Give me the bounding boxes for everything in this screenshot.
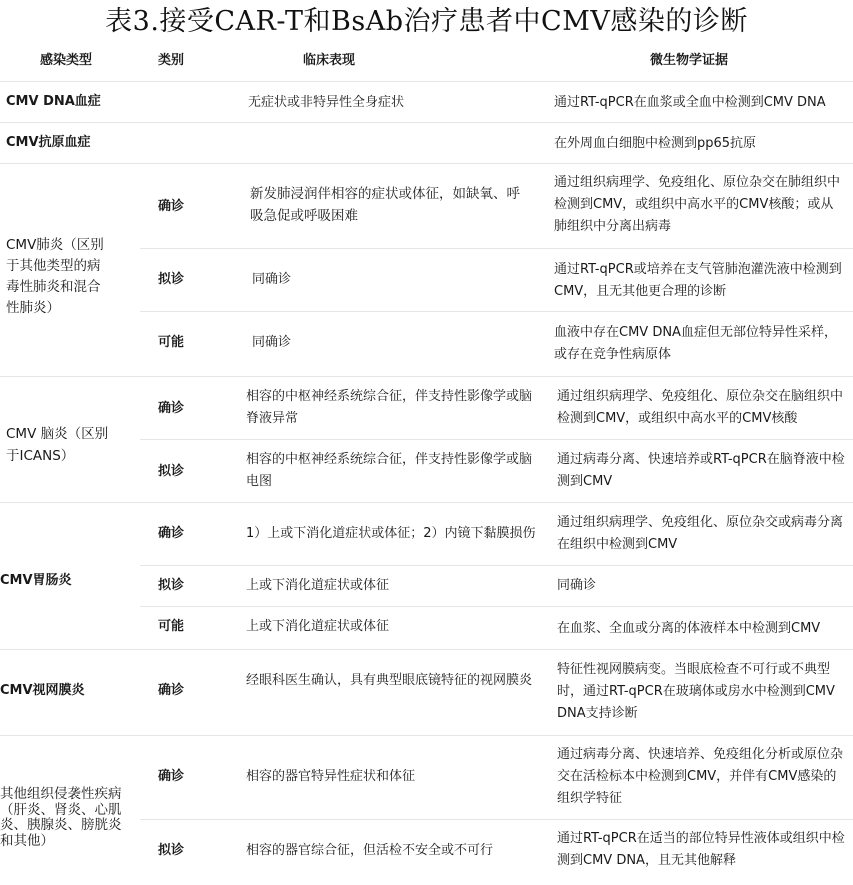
micro-encephalitis-confirmed: 通过组织病理学、免疫组化、原位杂交在脑组织中检测到CMV，或组织中高水平的CMV核酸 — [557, 389, 844, 426]
header-infection-type: 感染类型 — [40, 53, 93, 68]
micro-pneumonia-possible: 血液中存在CMV DNA血症但无部位特异性采样，或存在竞争性病原体 — [554, 325, 837, 362]
micro-encephalitis-probable: 通过病毒分离、快速培养或RT-qPCR在脑脊液中检测到CMV — [557, 452, 845, 489]
clinical-gi-probable: 上或下消化道症状或体征 — [246, 578, 390, 593]
type-other-tissue: 其他组织侵袭性疾病（肝炎、肾炎、心肌炎、胰腺炎、膀胱炎和其他） — [0, 786, 122, 849]
category-gi-possible: 可能 — [158, 619, 185, 634]
category-gi-confirmed: 确诊 — [158, 526, 185, 541]
micro-gi-possible: 在血浆、全血或分离的体液样本中检测到CMV — [557, 621, 821, 636]
row-divider — [0, 122, 853, 123]
clinical-other-probable: 相容的器官综合征，但活检不安全或不可行 — [246, 843, 494, 858]
category-other-probable: 拟诊 — [158, 843, 185, 858]
clinical-encephalitis-probable: 相容的中枢神经系统综合征，伴支持性影像学或脑电图 — [246, 452, 533, 489]
row-divider — [0, 649, 853, 650]
micro-dnaemia: 通过RT-qPCR在血浆或全血中检测到CMV DNA — [554, 95, 826, 110]
category-pneumonia-probable: 拟诊 — [158, 272, 185, 287]
category-retinitis-confirmed: 确诊 — [158, 683, 185, 698]
clinical-gi-possible: 上或下消化道症状或体征 — [246, 619, 390, 634]
row-divider — [0, 163, 853, 164]
category-encephalitis-confirmed: 确诊 — [158, 401, 185, 416]
subrow-divider — [140, 606, 853, 607]
micro-other-confirmed: 通过病毒分离、快速培养、免疫组化分析或原位杂交在活检标本中检测到CMV，并伴有CMV感染的组织学特征 — [557, 747, 844, 806]
type-dnaemia: CMV DNA血症 — [6, 94, 101, 109]
micro-pneumonia-confirmed: 通过组织病理学、免疫组化、原位杂交在肺组织中检测到CMV，或组织中高水平的CMV核酸；或从肺组织中分离出病毒 — [554, 175, 841, 234]
micro-antigenemia: 在外周血白细胞中检测到pp65抗原 — [554, 136, 757, 151]
clinical-gi-confirmed: 1）上或下消化道症状或体征；2）内镜下黏膜损伤 — [246, 526, 536, 541]
subrow-divider — [140, 248, 853, 249]
clinical-pneumonia-probable: 同确诊 — [252, 272, 292, 287]
type-pneumonia: CMV肺炎（区别于其他类型的病毒性肺炎和混合性肺炎） — [6, 237, 104, 316]
micro-retinitis-confirmed: 特征性视网膜病变。当眼底检查不可行或不典型时，通过RT-qPCR在玻璃体或房水中检测到CMV DNA支持诊断 — [557, 662, 835, 721]
subrow-divider — [140, 565, 853, 566]
clinical-encephalitis-confirmed: 相容的中枢神经系统综合征，伴支持性影像学或脑脊液异常 — [246, 389, 533, 426]
clinical-pneumonia-confirmed: 新发肺浸润伴相容的症状或体征，如缺氧、呼吸急促或呼吸困难 — [250, 186, 520, 224]
micro-other-probable: 通过RT-qPCR在适当的部位特异性液体或组织中检测到CMV DNA，且无其他解释 — [557, 831, 845, 868]
subrow-divider — [140, 819, 853, 820]
micro-pneumonia-probable: 通过RT-qPCR或培养在支气管肺泡灌洗液中检测到CMV，且无其他更合理的诊断 — [554, 262, 842, 299]
clinical-dnaemia: 无症状或非特异性全身症状 — [248, 95, 405, 110]
type-gi: CMV胃肠炎 — [0, 573, 72, 588]
clinical-other-confirmed: 相容的器官特异性症状和体征 — [246, 769, 416, 784]
clinical-retinitis-confirmed: 经眼科医生确认，具有典型眼底镜特征的视网膜炎 — [246, 673, 533, 688]
category-other-confirmed: 确诊 — [158, 769, 185, 784]
table-title: 表3.接受CAR-T和BsAb治疗患者中CMV感染的诊断 — [105, 6, 748, 37]
row-divider — [0, 735, 853, 736]
category-pneumonia-possible: 可能 — [158, 335, 185, 350]
category-gi-probable: 拟诊 — [158, 578, 185, 593]
row-divider — [0, 376, 853, 377]
type-retinitis: CMV视网膜炎 — [0, 683, 85, 698]
micro-gi-probable: 同确诊 — [557, 578, 597, 593]
subrow-divider — [140, 439, 853, 440]
header-clinical: 临床表现 — [303, 53, 356, 68]
micro-gi-confirmed: 通过组织病理学、免疫组化、原位杂交或病毒分离在组织中检测到CMV — [557, 515, 844, 552]
type-antigenemia: CMV抗原血症 — [6, 135, 91, 150]
subrow-divider — [140, 311, 853, 312]
header-category: 类别 — [158, 53, 185, 68]
row-divider — [0, 502, 853, 503]
type-encephalitis: CMV 脑炎（区别于ICANS） — [6, 426, 109, 464]
row-divider — [0, 81, 853, 82]
category-encephalitis-probable: 拟诊 — [158, 464, 185, 479]
category-pneumonia-confirmed: 确诊 — [158, 199, 185, 214]
clinical-pneumonia-possible: 同确诊 — [252, 335, 292, 350]
header-micro-evidence: 微生物学证据 — [650, 53, 729, 68]
